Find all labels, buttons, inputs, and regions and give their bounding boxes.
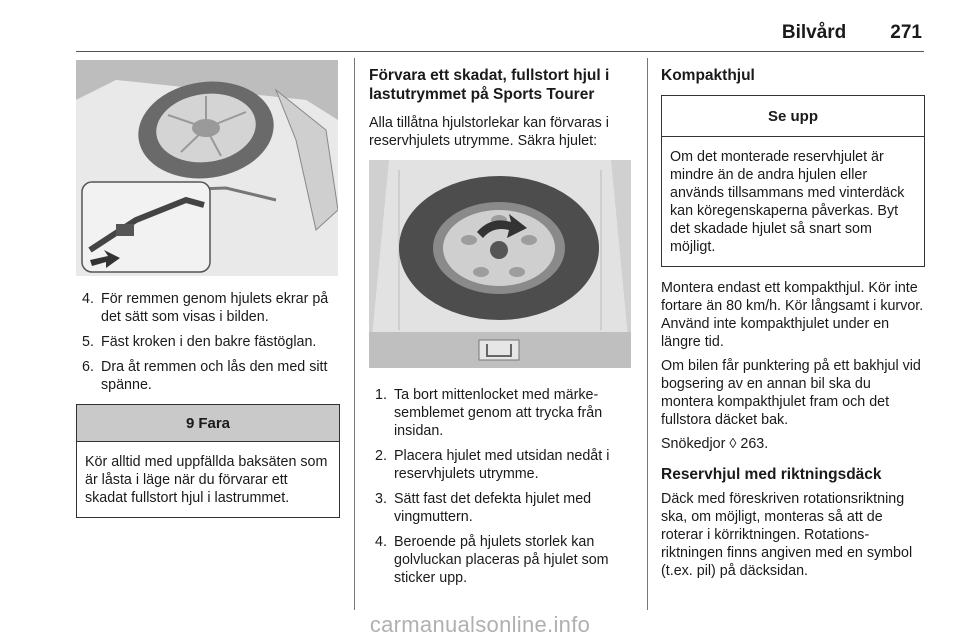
danger-icon: 9 xyxy=(185,414,195,432)
caution-text: Om det monterade reservhjulet är mindre än de andra hjulen eller används tillsammans med vinterdäck kan köregenskaperna påverkas. Byt det skadade hjulet så snart som möjligt. xyxy=(670,149,905,255)
directional-tyre-paragraph: Däck med föreskriven rotationsriktning ska, om möjligt, monteras så att de roterar i körriktningen. Rotationsriktningen finns angiven med en symbol (t.ex. pil) på däcksidan. xyxy=(661,491,913,579)
storage-intro: Alla tillåtna hjulstorlekar kan förvaras i reservhjulets utrymme. Säkra hjulet: xyxy=(369,115,609,149)
column-divider-1 xyxy=(354,58,355,610)
column-left xyxy=(76,60,340,518)
section-title: Bilvård xyxy=(781,22,847,43)
page-number: 271 xyxy=(890,22,922,43)
caution-header xyxy=(662,96,924,137)
caution-label: Se upp xyxy=(767,107,818,125)
compact-paragraph-1: Montera endast ett kompakthjul. Kör inte fortare än 80 km/h. Kör långsamt i kurvor. Använd inte kompakthjulet under en längre tid. xyxy=(661,280,924,350)
list-item: 4. Beroende på hjulets storlek kan golvluckan placeras på hjulet som sticker upp. xyxy=(375,534,609,586)
compact-paragraph-2: Om bilen får punktering på ett bakhjul vid bogsering av en annan bil ska du montera kompakthjulet fram och det fullstora däcket bak. xyxy=(661,358,921,428)
strap-steps xyxy=(76,290,340,394)
list-item: 1. Ta bort mittenlocket med märkesemblemet genom att trycka från insidan. xyxy=(375,387,603,439)
snow-chains-reference: Snökedjor ◊ 263. xyxy=(661,436,769,452)
compact-heading: Kompakthjul xyxy=(661,67,755,84)
column-right xyxy=(661,60,925,580)
danger-text: Kör alltid med uppfällda baksäten som är låsta i läge när du förvarar ett skadat fullstort hjul i lastrummet. xyxy=(85,454,328,506)
list-item: 6. Dra åt remmen och lås den med sitt spänne. xyxy=(82,359,328,393)
site-watermark: carmanualsonline.info xyxy=(369,612,591,637)
directional-tyre-heading: Reservhjul med riktningsdäck xyxy=(661,466,882,483)
list-item: 2. Placera hjulet med utsidan nedåt i reservhjulets utrymme. xyxy=(375,448,610,482)
spare-well-illustration xyxy=(369,160,631,368)
column-middle xyxy=(369,60,633,594)
trunk-strap-illustration xyxy=(76,60,338,276)
column-divider-2 xyxy=(647,58,648,610)
list-item: 3. Sätt fast det defekta hjulet med vingmuttern. xyxy=(375,491,592,525)
page-header xyxy=(782,22,922,44)
header-rule xyxy=(76,51,924,52)
storage-heading: Förvara ett skadat, fullstort hjul i lastutrymmet på Sports Tourer xyxy=(369,67,610,103)
list-item: 4. För remmen genom hjulets ekrar på det sätt som visas i bilden. xyxy=(82,291,329,325)
storage-steps xyxy=(369,386,633,587)
danger-header xyxy=(77,405,339,442)
danger-label: Fara xyxy=(198,414,231,432)
danger-box xyxy=(76,404,340,518)
list-item: 5. Fäst kroken i den bakre fästöglan. xyxy=(82,334,317,350)
caution-box xyxy=(661,95,925,267)
